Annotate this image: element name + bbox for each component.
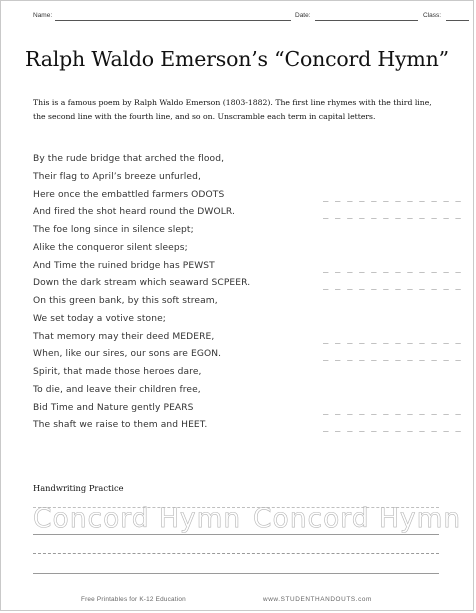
poem-line-text: We set today a votive stone; bbox=[33, 313, 166, 324]
class-field-line bbox=[446, 20, 469, 21]
class-label: Class: bbox=[423, 12, 442, 19]
answer-blank[interactable]: _ _ _ _ _ _ _ _ _ _ _ _ bbox=[323, 334, 462, 345]
poem-line-text: That memory may their deed MEDERE, bbox=[33, 331, 215, 342]
poem-line bbox=[33, 154, 453, 172]
answer-blank[interactable]: _ _ _ _ _ _ _ _ _ _ _ _ bbox=[323, 192, 462, 203]
footer-tagline: Free Printables for K-12 Education bbox=[81, 596, 186, 603]
guide-line-bottom bbox=[33, 573, 439, 574]
poem-line bbox=[33, 172, 453, 190]
footer bbox=[1, 596, 473, 606]
date-field-line bbox=[315, 20, 418, 21]
poem-line bbox=[33, 420, 462, 438]
name-field-line bbox=[55, 20, 291, 21]
poem-line bbox=[33, 207, 462, 225]
handwriting-practice-label: Handwriting Practice bbox=[33, 483, 124, 493]
poem-line-text: On this green bank, by this soft stream, bbox=[33, 296, 218, 306]
poem-line-text: And Time the ruined bridge has PEWST bbox=[33, 260, 215, 271]
poem-line bbox=[33, 225, 453, 243]
handwriting-practice-area bbox=[33, 499, 462, 583]
poem-line-text: By the rude bridge that arched the flood, bbox=[33, 154, 225, 164]
date-label: Date: bbox=[295, 12, 311, 19]
trace-text: Concord Hymn bbox=[33, 503, 242, 534]
poem-line bbox=[33, 260, 462, 279]
poem-line-text: And fired the shot heard round the DWOLR. bbox=[33, 207, 235, 218]
page-title: Ralph Waldo Emerson’s “Concord Hymn” bbox=[25, 47, 449, 71]
poem-line bbox=[33, 331, 462, 350]
name-label: Name: bbox=[33, 12, 53, 19]
poem-line bbox=[33, 296, 453, 314]
guide-line-baseline bbox=[33, 534, 439, 535]
poem-line bbox=[33, 189, 462, 208]
poem-line-text: The shaft we raise to them and HEET. bbox=[33, 420, 208, 431]
poem-line-text: To die, and leave their children free, bbox=[33, 384, 201, 395]
worksheet-header bbox=[33, 9, 445, 23]
answer-blank[interactable]: _ _ _ _ _ _ _ _ _ _ _ _ bbox=[323, 281, 462, 292]
poem-line bbox=[33, 402, 462, 421]
poem-line-text: Here once the embattled farmers ODOTS bbox=[33, 189, 225, 200]
answer-blank[interactable]: _ _ _ _ _ _ _ _ _ _ _ _ bbox=[323, 210, 462, 221]
footer-website: www.STUDENTHANDOUTS.com bbox=[263, 596, 372, 603]
poem-line bbox=[33, 278, 462, 296]
poem-line-text: Down the dark stream which seaward SCPEER. bbox=[33, 278, 251, 289]
trace-text: Concord Hymn bbox=[253, 503, 462, 534]
instructions-text: This is a famous poem by Ralph Waldo Emerson (1803-1882). The first line rhymes with the third line, the second line with the fourth line, and so on. Unscramble each term in capital letters. bbox=[33, 98, 432, 121]
poem-line-text: Their flag to April’s breeze unfurled, bbox=[33, 171, 201, 182]
poem-line bbox=[33, 349, 462, 367]
poem-line-text: The foe long since in silence slept; bbox=[33, 225, 194, 235]
poem-line-text: Bid Time and Nature gently PEARS bbox=[33, 402, 194, 413]
answer-blank[interactable]: _ _ _ _ _ _ _ _ _ _ _ _ bbox=[323, 405, 462, 416]
answer-blank[interactable]: _ _ _ _ _ _ _ _ _ _ _ _ bbox=[323, 263, 462, 274]
answer-blank[interactable]: _ _ _ _ _ _ _ _ _ _ _ _ bbox=[323, 352, 462, 363]
answer-blank[interactable]: _ _ _ _ _ _ _ _ _ _ _ _ bbox=[323, 423, 462, 434]
poem-lines bbox=[33, 154, 462, 438]
poem-line-text: Alike the conqueror silent sleeps; bbox=[33, 242, 188, 253]
guide-line-mid bbox=[33, 553, 439, 554]
poem-line bbox=[33, 314, 453, 332]
poem-line-text: Spirit, that made those heroes dare, bbox=[33, 367, 202, 377]
poem-line bbox=[33, 385, 453, 403]
poem-line bbox=[33, 243, 453, 261]
poem-line bbox=[33, 367, 453, 385]
poem-line-text: When, like our sires, our sons are EGON. bbox=[33, 349, 222, 360]
